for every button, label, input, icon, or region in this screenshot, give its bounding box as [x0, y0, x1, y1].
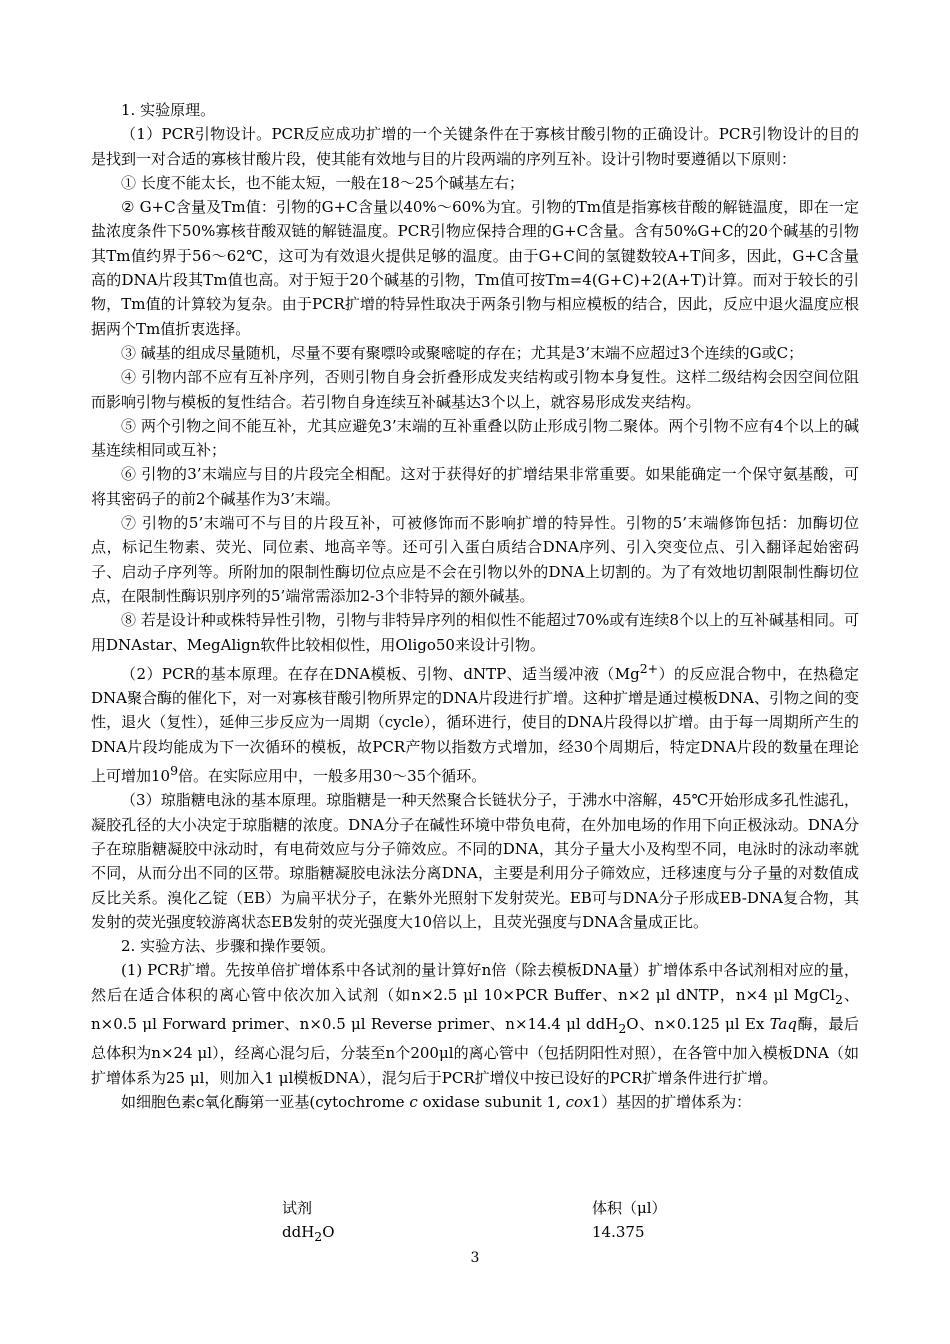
paragraph-pcr-principle: [91, 657, 859, 788]
example-text-2: oxidase subunit 1,: [417, 1092, 566, 1111]
reagent-post: O: [322, 1223, 335, 1242]
section-1-title: 1. 实验原理。: [121, 101, 216, 119]
page-number: 3: [470, 1250, 480, 1266]
header-reagent: 试剂: [282, 1199, 313, 1217]
rule-1: ① 长度不能太长，也不能太短，一般在18～25个碱基左右；: [121, 173, 524, 192]
rule-3: ③ 碱基的组成尽量随机，尽量不要有聚嘌呤或聚嘧啶的存在；尤其是3’末端不应超过3个连续的G或C；: [121, 343, 804, 362]
section-2-title: 2. 实验方法、步骤和操作要领。: [121, 937, 336, 956]
reagent-table: [282, 1196, 802, 1245]
rule-4: ④ 引物内部不应有互补序列，否则引物自身会折叠形成发夹结构或引物本身复性。这样二级结构会因空间位阻而影响引物与模板的复性结合。若引物自身连续互补碱基达3个以上，就容易形成发夹结构。: [91, 368, 859, 411]
body-text: [91, 98, 859, 1114]
mg-superscript: 2+: [639, 660, 659, 676]
table-row: [282, 1220, 802, 1244]
method-text-3: O、n×0.125 μl Ex: [626, 1014, 770, 1033]
pcr-text-2: ）的反应混合物中，在热稳定DNA聚合酶的催化下，对一对寡核苷酸引物所界定的DNA片段进行扩增。这种扩增是通过模板DNA、引物之间的变性，退火（复性），延伸三步反应为一周期（cycle），循环进行，使目的DNA片段得以扩增。由于每一周期所产生的DNA片段均能成为下一次循环的模板，故PCR产物以指数方式增加，经30个周期后，特定DNA片段的数量在理论上可增加10: [91, 664, 859, 786]
mgcl2-subscript: 2: [835, 991, 843, 1007]
rule-5: ⑤ 两个引物之间不能互补，尤其应避免3’末端的互补重叠以防止形成引物二聚体。两个引物不应有4个以上的碱基连续相同或互补；: [91, 416, 859, 460]
h2o-subscript: 2: [618, 1020, 627, 1036]
cox-italic: cox: [565, 1092, 592, 1111]
paragraph-primer-design: （1）PCR引物设计。PCR反应成功扩增的一个关键条件在于寡核甘酸引物的正确设计。PCR引物设计的目的是找到一对合适的寡核甘酸片段，使其能有效地与目的片段两端的序列互补。设计引物时要遵循以下原则：: [91, 125, 859, 168]
cell-volume: 14.375: [592, 1223, 645, 1242]
paragraph-electrophoresis: （3）琼脂糖电泳的基本原理。琼脂糖是一种天然聚合长链状分子，于沸水中溶解，45℃开始形成多孔性滤孔，凝胶孔径的大小决定于琼脂糖的浓度。DNA分子在碱性环境中带负电荷，在外加电场的作用下向正极泳动。DNA分子在琼脂糖凝胶中泳动时，有电荷效应与分子筛效应。不同的DNA，其分子量大小及构型不同，电泳时的泳动率就不同，从而分出不同的区带。琼脂糖凝胶电泳法分离DNA，主要是利用分子筛效应，迁移速度与分子量的对数值成反比关系。溴化乙锭（EB）为扁平状分子，在紫外光照射下发射荧光。EB可与DNA分子形成EB-DNA复合物，其发射的荧光强度较游离状态EB发射的荧光强度大10倍以上，且荧光强度与DNA含量成正比。: [91, 791, 859, 931]
taq-italic: Taq: [769, 1014, 797, 1033]
rule-8: ⑧ 若是设计种或株特异性引物，引物与非特异序列的相似性不能超过70%或有连续8个以上的互补碱基相同。可用DNAstar、MegAlign软件比较相似性，用Oligo50来设计引物。: [91, 611, 859, 654]
rule-6: ⑥ 引物的3’末端应与目的片段完全相配。这对于获得好的扩增结果非常重要。如果能确定一个保守氨基酸，可将其密码子的前2个碱基作为3’末端。: [91, 465, 859, 508]
example-text-1: 如细胞色素c氧化酶第一亚基(cytochrome: [121, 1092, 410, 1111]
method-text-1: (1) PCR扩增。先按单倍扩增体系中各试剂的量计算好n倍（除去模板DNA量）扩增体系中各试剂相对应的量，然后在适合体积的离心管中依次加入试剂（如n×2.5 μl 10×PCR Buffer、n×2 μl dNTP，n×4 μl MgCl: [91, 961, 859, 1004]
power-superscript: 9: [170, 763, 179, 779]
table-header-row: [282, 1196, 802, 1220]
c-italic: c: [409, 1092, 418, 1111]
reagent-pre: ddH: [282, 1223, 315, 1242]
reagent-subscript: 2: [314, 1229, 323, 1245]
paragraph-pcr-method: [91, 958, 859, 1089]
method-text-2: 、n×0.5 μl Forward primer、n×0.5 μl Reverse primer、n×14.4 μl ddH: [91, 985, 859, 1033]
pcr-text-1: （2）PCR的基本原理。在存在DNA模板、引物、dNTP、适当缓冲液（Mg: [121, 664, 640, 683]
method-text-4: 酶，最后总体积为n×24 μl），经离心混匀后，分装至n个200μl的离心管中（包括阴阳性对照），在各管中加入模板DNA（如扩增体系为25 μl，则加入1 μl模板DNA），混匀后于PCR扩增仪中按已设好的PCR扩增条件进行扩增。: [91, 1014, 860, 1087]
example-text-3: 1）基因的扩增体系为：: [591, 1092, 752, 1111]
pcr-text-3: 倍。在实际应用中，一般多用30～35个循环。: [178, 767, 487, 786]
paragraph-example: [91, 1090, 859, 1114]
rule-7: ⑦ 引物的5’末端可不与目的片段互补，可被修饰而不影响扩增的特异性。引物的5’末端修饰包括：加酶切位点，标记生物素、荧光、同位素、地高辛等。还可引入蛋白质结合DNA序列、引入突变位点、引入翻译起始密码子、启动子序列等。所附加的限制性酶切位点应是不会在引物以外的DNA上切割的。为了有效地切割限制性酶切位点，在限制性酶识别序列的5’端常需添加2-3个非特异的额外碱基。: [91, 514, 859, 605]
header-volume: 体积（μl）: [592, 1199, 667, 1217]
cell-reagent: [282, 1220, 335, 1249]
rule-2: ② G+C含量及Tm值：引物的G+C含量以40%～60%为宜。引物的Tm值是指寡核苷酸的解链温度，即在一定盐浓度条件下50%寡核苷酸双链的解链温度。PCR引物应保持合理的G+C含量。含有50%G+C的20个碱基的引物其Tm值约界于56～62℃，这可为有效退火提供足够的温度。由于G+C间的氢键数较A+T间多，因此，G+C含量高的DNA片段其Tm值也高。对于短于20个碱基的引物，Tm值可按Tm=4(G+C)+2(A+T)计算。而对于较长的引物，Tm值的计算较为复杂。由于PCR扩增的特异性取决于两条引物与相应模板的结合，因此，反应中退火温度应根据两个Tm值折衷选择。: [91, 198, 859, 338]
